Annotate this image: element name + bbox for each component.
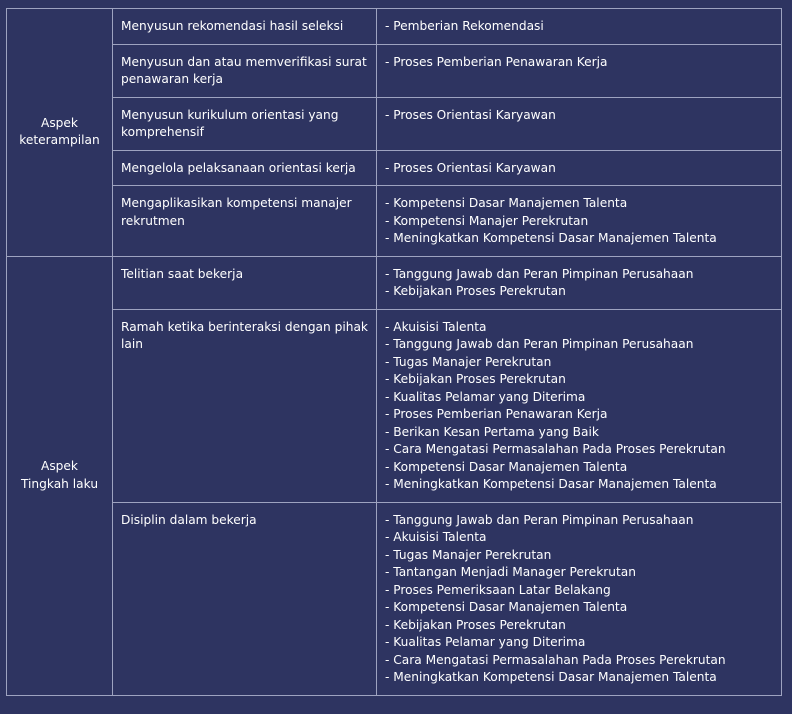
topic-item: - Kualitas Pelamar yang Diterima: [385, 389, 586, 404]
table-row: [7, 9, 782, 45]
topic-item: - Tugas Manajer Perekrutan: [385, 354, 552, 369]
table-row: [7, 309, 782, 502]
topic-item: - Akuisisi Talenta: [385, 319, 487, 334]
task-cell: Mengelola pelaksanaan orientasi kerja: [113, 150, 377, 186]
topic-item: - Kualitas Pelamar yang Diterima: [385, 635, 586, 649]
topic-item: - Kompetensi Dasar Manajemen Talenta: [385, 196, 628, 210]
aspect-label-line: Aspek: [41, 459, 78, 473]
topic-item: - Tugas Manajer Perekrutan: [385, 547, 552, 562]
topic-item: - Tantangan Menjadi Manager Perekrutan: [385, 565, 636, 579]
task-cell: Menyusun rekomendasi hasil seleksi: [113, 9, 377, 45]
task-cell: Mengaplikasikan kompetensi manajer rekrutmen: [113, 186, 377, 257]
topic-item: - Proses Orientasi Karyawan: [385, 107, 556, 122]
topic-item: - Meningkatkan Kompetensi Dasar Manajemen Talenta: [385, 231, 717, 245]
aspect-label: [7, 9, 113, 257]
aspect-label-line: Aspek: [41, 115, 78, 130]
table-row: [7, 44, 782, 97]
aspect-label: [7, 256, 113, 695]
table-body: [7, 9, 782, 696]
aspect-label-line: Tingkah laku: [20, 476, 99, 491]
topic-item: - Meningkatkan Kompetensi Dasar Manajemen Talenta: [385, 477, 717, 491]
topic-item: - Meningkatkan Kompetensi Dasar Manajemen Talenta: [385, 670, 717, 684]
topics-cell: [377, 256, 782, 309]
table-row: [7, 502, 782, 695]
topics-cell: [377, 502, 782, 695]
competency-table: [6, 8, 782, 696]
topics-cell: [377, 309, 782, 502]
topic-item: - Proses Pemberian Penawaran Kerja: [385, 407, 608, 421]
topic-item: - Tanggung Jawab dan Peran Pimpinan Perusahaan: [385, 337, 694, 351]
topic-item: - Berikan Kesan Pertama yang Baik: [385, 424, 599, 439]
topic-item: - Kebijakan Proses Perekrutan: [385, 617, 566, 632]
table-row: [7, 256, 782, 309]
topic-item: - Tanggung Jawab dan Peran Pimpinan Perusahaan: [385, 266, 694, 281]
topic-item: - Kompetensi Dasar Manajemen Talenta: [385, 600, 628, 614]
task-cell: Ramah ketika berinteraksi dengan pihak lain: [113, 309, 377, 502]
task-cell: Menyusun dan atau memverifikasi surat penawaran kerja: [113, 44, 377, 97]
task-cell: Telitian saat bekerja: [113, 256, 377, 309]
topic-item: - Cara Mengatasi Permasalahan Pada Proses Perekrutan: [385, 652, 726, 667]
topic-item: - Akuisisi Talenta: [385, 530, 487, 544]
topics-cell: [377, 9, 782, 45]
topics-cell: [377, 186, 782, 257]
topics-cell: [377, 97, 782, 150]
topic-item: - Cara Mengatasi Permasalahan Pada Proses Perekrutan: [385, 442, 726, 456]
topic-item: - Kompetensi Dasar Manajemen Talenta: [385, 459, 628, 474]
topic-item: - Kebijakan Proses Perekrutan: [385, 372, 566, 386]
topic-item: - Kompetensi Manajer Perekrutan: [385, 213, 589, 228]
task-cell: Menyusun kurikulum orientasi yang komprehensif: [113, 97, 377, 150]
task-cell: Disiplin dalam bekerja: [113, 502, 377, 695]
topics-cell: [377, 44, 782, 97]
topic-item: - Proses Orientasi Karyawan: [385, 160, 556, 175]
table-row: [7, 150, 782, 186]
aspect-label-line: keterampilan: [19, 133, 100, 148]
topic-item: - Pemberian Rekomendasi: [385, 19, 544, 33]
table-row: [7, 97, 782, 150]
table-row: [7, 186, 782, 257]
topic-item: - Tanggung Jawab dan Peran Pimpinan Perusahaan: [385, 512, 694, 527]
topics-cell: [377, 150, 782, 186]
topic-item: - Kebijakan Proses Perekrutan: [385, 284, 566, 298]
topic-item: - Proses Pemberian Penawaran Kerja: [385, 54, 608, 69]
topic-item: - Proses Pemeriksaan Latar Belakang: [385, 582, 611, 597]
